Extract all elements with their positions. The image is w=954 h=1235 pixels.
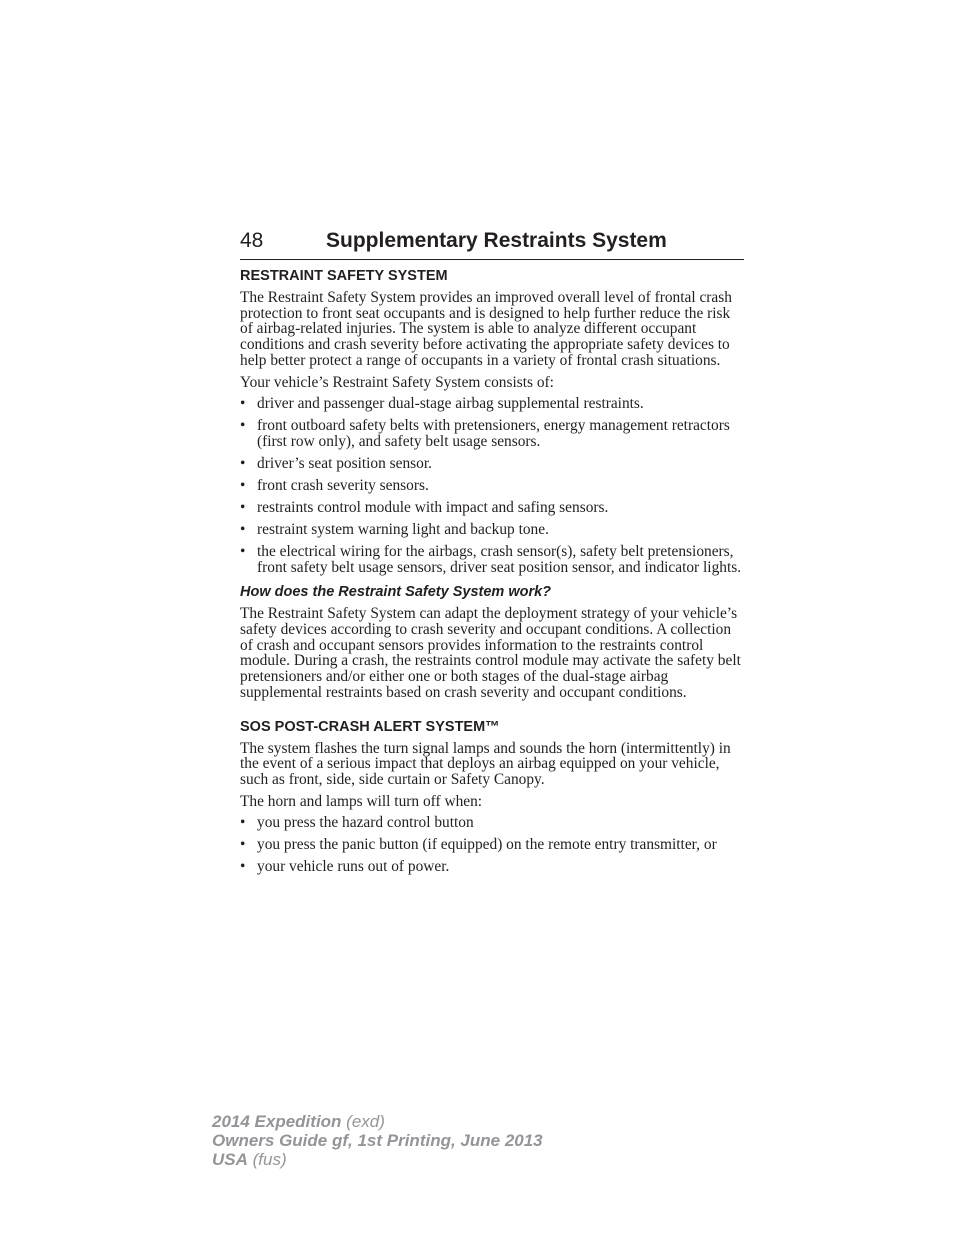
page-header: [240, 228, 744, 260]
sos-body: The system flashes the turn signal lamps and sounds the horn (intermittently) in the event of a serious impact that deploys an airbag equipped on your vehicle, such as front, side, side curtain or Safety Canopy.: [240, 739, 731, 788]
rss-heading: RESTRAINT SAFETY SYSTEM: [240, 268, 448, 284]
how-it-works-body: The Restraint Safety System can adapt the deployment strategy of your vehicle’s safety devices according to crash severity and occupant conditions. A collection of crash and occupant sensors provides information to the restraints control module. During a crash, the restraints control module may activate the safety belt pretensioners and/or either one or both stages of the dual-stage airbag supplemental restraints based on crash severity and occupant conditions.: [240, 605, 741, 701]
page-number: 48: [240, 229, 264, 252]
bullet-icon: •: [240, 454, 246, 472]
list-item: • you press the panic button (if equipped) on the remote entry transmitter, or: [240, 836, 717, 854]
footer-model: 2014 Expedition: [212, 1112, 342, 1131]
how-it-works-heading: How does the Restraint Safety System work?: [240, 584, 552, 601]
bullet-icon: •: [240, 836, 246, 854]
footer-region-line: [212, 1150, 543, 1169]
bullet-icon: •: [240, 520, 246, 538]
bullet-icon: •: [240, 814, 246, 832]
section-title: Supplementary Restraints System: [326, 229, 667, 252]
footer-model-code: (exd): [346, 1112, 385, 1131]
bullet-icon: •: [240, 417, 246, 435]
bullet-icon: •: [240, 476, 246, 494]
list-item: • the electrical wiring for the airbags, crash sensor(s), safety belt pretensioners, front safety belt usage sensors, driver seat position sensor, and indicator lights.: [240, 542, 742, 576]
footer-region: USA: [212, 1150, 248, 1169]
list-item: • driver’s seat position sensor.: [240, 454, 432, 472]
footer-guide-line: [212, 1131, 543, 1150]
sos-heading: SOS POST-CRASH ALERT SYSTEM™: [240, 718, 500, 735]
list-item: • front outboard safety belts with pretensioners, energy management retractors (first row only), and safety belt usage sensors.: [240, 417, 730, 450]
bullet-icon: •: [240, 858, 246, 876]
list-item: • you press the hazard control button: [240, 814, 474, 832]
sos-turn-off: The horn and lamps will turn off when:: [240, 792, 483, 810]
footer-region-code: (fus): [252, 1150, 287, 1169]
bullet-icon: •: [240, 542, 246, 560]
sos-condition-list: [240, 815, 744, 875]
page-footer: [212, 1112, 543, 1169]
footer-guide: Owners Guide gf, 1st Printing, June 2013: [212, 1131, 543, 1150]
list-item: • your vehicle runs out of power.: [240, 858, 450, 876]
bullet-icon: •: [240, 498, 246, 516]
bullet-icon: •: [240, 395, 246, 413]
list-item: • restraints control module with impact and safing sensors.: [240, 498, 609, 516]
rss-consists-of: Your vehicle’s Restraint Safety System consists of:: [240, 373, 554, 391]
page-content: [240, 268, 744, 881]
rss-component-list: [240, 396, 744, 575]
footer-model-line: [212, 1112, 543, 1131]
list-item: • front crash severity sensors.: [240, 476, 429, 494]
list-item: • driver and passenger dual-stage airbag supplemental restraints.: [240, 395, 644, 413]
list-item: • restraint system warning light and backup tone.: [240, 520, 549, 538]
rss-intro: The Restraint Safety System provides an improved overall level of frontal crash protection to front seat occupants and is designed to help further reduce the risk of airbag-related injuries. The system is able to analyze different occupant conditions and crash severity before activating the appropriate safety devices to help better protect a range of occupants in a variety of frontal crash situations.: [240, 289, 732, 369]
